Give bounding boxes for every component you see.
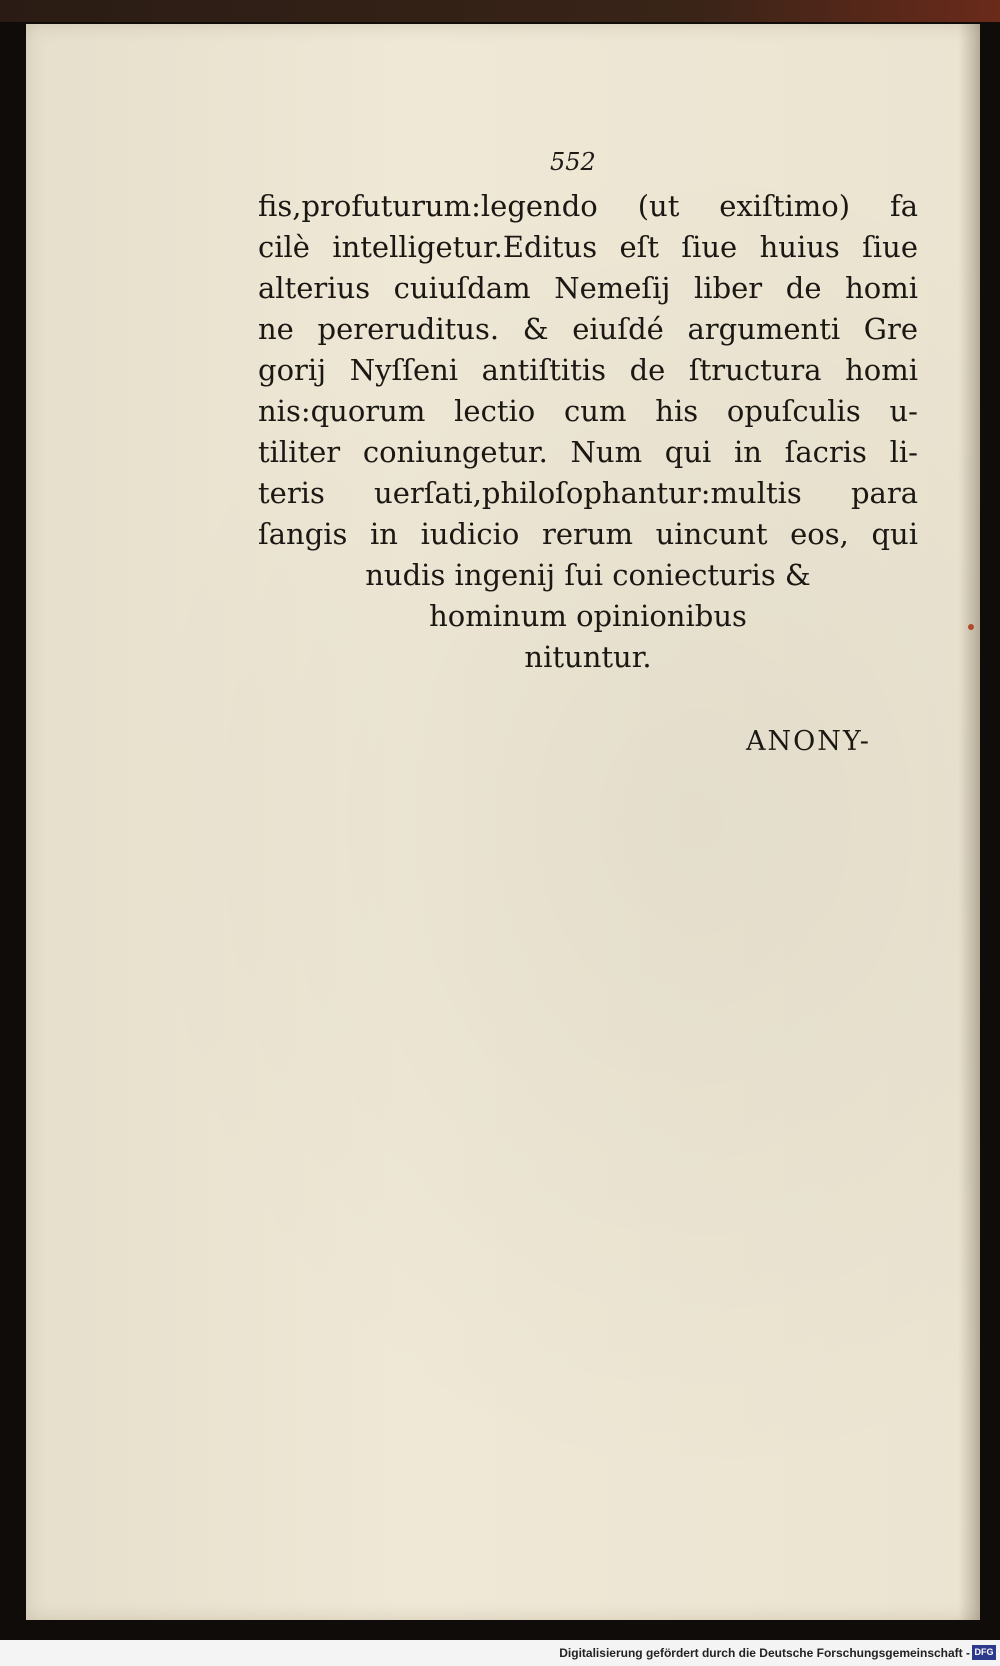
dfg-logo: DFG	[972, 1645, 996, 1660]
paper-speck	[968, 624, 974, 630]
text-line: ne pereruditus. & eiuſdé argumenti Gre	[258, 312, 918, 346]
text-line: alterius cuiuſdam Nemeſij liber de homi	[258, 271, 918, 305]
page-gutter-shadow	[958, 24, 980, 1620]
page-number: 552	[550, 148, 596, 176]
text-line: ſangis in iudicio rerum uincunt eos, qui	[258, 517, 918, 551]
book-top-edge	[0, 0, 1000, 22]
text-line-centered: nituntur.	[524, 640, 652, 674]
digitization-credit: Digitalisierung gefördert durch die Deutsche Forschungsgemeinschaft -	[559, 1646, 970, 1660]
text-line-centered: hominum opinionibus	[429, 599, 747, 633]
text-line: nis:quorum lectio cum his opuſculis u-	[258, 394, 918, 428]
body-text	[258, 186, 918, 678]
text-line: cilè intelligetur.Editus eſt ſiue huius ſiue	[258, 230, 918, 264]
text-line: gorij Nyſſeni antiſtitis de ſtructura homi	[258, 353, 918, 387]
text-line: fis,profuturum:legendo (ut exiſtimo) fa	[258, 189, 918, 223]
text-line: tiliter coniungetur. Num qui in ſacris li-	[258, 435, 918, 469]
text-line-centered: nudis ingenij ſui coniecturis &	[365, 558, 811, 592]
text-line: teris uerſati,philoſophantur:multis para	[258, 476, 918, 510]
catchword: ANONY-	[746, 726, 871, 757]
